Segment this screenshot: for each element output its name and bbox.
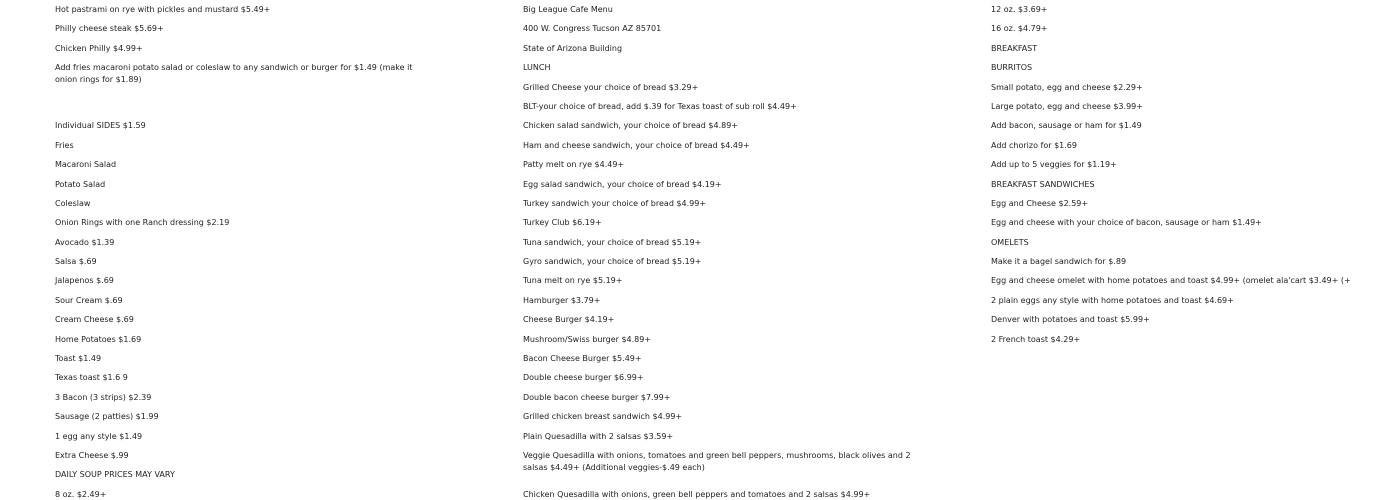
breakfast-item: Egg and cheese with your choice of bacon, sausage or ham $1.49+ [991, 218, 1262, 228]
side-item: 3 Bacon (3 strips) $2.39 [55, 392, 152, 402]
chicken-quesadilla: Chicken Quesadilla with onions, green bell peppers and tomatoes and 2 salsas $4.99+ [523, 489, 871, 499]
sandwiches-heading: BREAKFAST SANDWICHES [991, 179, 1095, 189]
sides-heading: Individual SIDES $1.59 [55, 121, 146, 131]
lunch-item: Gyro sandwich, your choice of bread $5.19+ [523, 257, 702, 267]
lunch-item: Hamburger $3.79+ [523, 295, 601, 305]
side-item: Extra Cheese $.99 [55, 451, 129, 460]
lunch-item: Double cheese burger $6.99+ [523, 373, 644, 383]
lunch-item: Tuna sandwich, your choice of bread $5.19+ [523, 237, 702, 247]
lunch-item: Chicken salad sandwich, your choice of bread $4.89+ [523, 121, 738, 131]
lunch-item: BLT-your choice of bread, add $.39 for Texas toast of sub roll $4.49+ [523, 101, 797, 111]
side-item: Texas toast $1.6 9 [55, 373, 128, 383]
menu-column-right [991, 0, 1396, 349]
side-item: Coleslaw [55, 198, 91, 208]
side-item: 1 egg any style $1.49 [55, 431, 143, 441]
veggie-quesadilla: Veggie Quesadilla with onions, tomatoes and green bell peppers, mushrooms, black olives and 2 salsas $4.49+ (Additional veggies-$.49 each) [523, 450, 911, 472]
menu-item: Chicken Philly $4.99+ [55, 43, 143, 53]
lunch-item: Plain Quesadilla with 2 salsas $3.59+ [523, 431, 674, 441]
breakfast-item: Egg and cheese omelet with home potatoes and toast $4.99+ (omelet ala'cart $3.49+ (+ [991, 276, 1351, 286]
lunch-item: Bacon Cheese Burger $5.49+ [523, 354, 642, 364]
lunch-item: Turkey sandwich your choice of bread $4.99+ [523, 198, 707, 208]
breakfast-item: Add bacon, sausage or ham for $1.49 [991, 121, 1142, 131]
lunch-heading: LUNCH [523, 63, 551, 73]
breakfast-item: Small potato, egg and cheese $2.29+ [991, 82, 1143, 92]
breakfast-item: 2 French toast $4.29+ [991, 334, 1081, 344]
side-item: Potato Salad [55, 179, 106, 189]
address: 400 W. Congress Tucson AZ 85701 [523, 24, 662, 34]
side-item: Jalapenos $.69 [55, 276, 114, 286]
side-item: Macaroni Salad [55, 160, 117, 170]
lunch-item: Grilled Cheese your choice of bread $3.29+ [523, 82, 699, 92]
menu-item: Philly cheese steak $5.69+ [55, 24, 164, 34]
breakfast-item: Add up to 5 veggies for $1.19+ [991, 160, 1117, 170]
lunch-item: Turkey Club $6.19+ [523, 218, 602, 228]
breakfast-item: Denver with potatoes and toast $5.99+ [991, 315, 1150, 325]
lunch-item: Grilled chicken breast sandwich $4.99+ [523, 412, 683, 422]
lunch-item: Egg salad sandwich, your choice of bread $4.19+ [523, 179, 722, 189]
soup-item: 8 oz. $2.49+ [55, 489, 107, 499]
lunch-item: Mushroom/Swiss burger $4.89+ [523, 334, 652, 344]
side-item: Avocado $1.39 [55, 237, 115, 247]
addon-note: Add fries macaroni potato salad or coleslaw to any sandwich or burger for $1.49 (make it onion rings for $1.89) [55, 62, 413, 84]
soup-heading: DAILY SOUP PRICES MAY VARY [55, 470, 175, 480]
side-item: Toast $1.49 [55, 354, 102, 364]
breakfast-item: Make it a bagel sandwich for $.89 [991, 257, 1127, 267]
side-item: Home Potatoes $1.69 [55, 334, 142, 344]
side-item: Cream Cheese $.69 [55, 315, 134, 325]
lunch-item: Cheese Burger $4.19+ [523, 315, 615, 325]
breakfast-heading: BREAKFAST [991, 43, 1038, 53]
spacer [55, 97, 435, 116]
menu-item: Hot pastrami on rye with pickles and mustard $5.49+ [55, 5, 271, 14]
side-item: Onion Rings with one Ranch dressing $2.19 [55, 218, 230, 228]
omelets-heading: OMELETS [991, 237, 1029, 247]
breakfast-item: Large potato, egg and cheese $3.99+ [991, 101, 1143, 111]
burritos-heading: BURRITOS [991, 63, 1033, 73]
breakfast-item: Add chorizo for $1.69 [991, 140, 1077, 150]
side-item: Sour Cream $.69 [55, 295, 123, 305]
soup-item: 12 oz. $3.69+ [991, 5, 1048, 14]
side-item: Fries [55, 140, 74, 150]
soup-item: 16 oz. $4.79+ [991, 24, 1048, 34]
breakfast-item: Egg and Cheese $2.59+ [991, 198, 1089, 208]
building: State of Arizona Building [523, 43, 623, 53]
lunch-item: Tuna melt on rye $5.19+ [523, 276, 623, 286]
menu-title: Big League Cafe Menu [523, 5, 613, 14]
breakfast-item: 2 plain eggs any style with home potatoes and toast $4.69+ [991, 295, 1234, 305]
lunch-item: Double bacon cheese burger $7.99+ [523, 392, 671, 402]
menu-column-left [55, 0, 435, 500]
menu-column-middle [523, 0, 923, 500]
side-item: Sausage (2 patties) $1.99 [55, 412, 159, 422]
lunch-item: Patty melt on rye $4.49+ [523, 160, 625, 170]
lunch-item: Ham and cheese sandwich, your choice of bread $4.49+ [523, 140, 750, 150]
side-item: Salsa $.69 [55, 257, 97, 267]
